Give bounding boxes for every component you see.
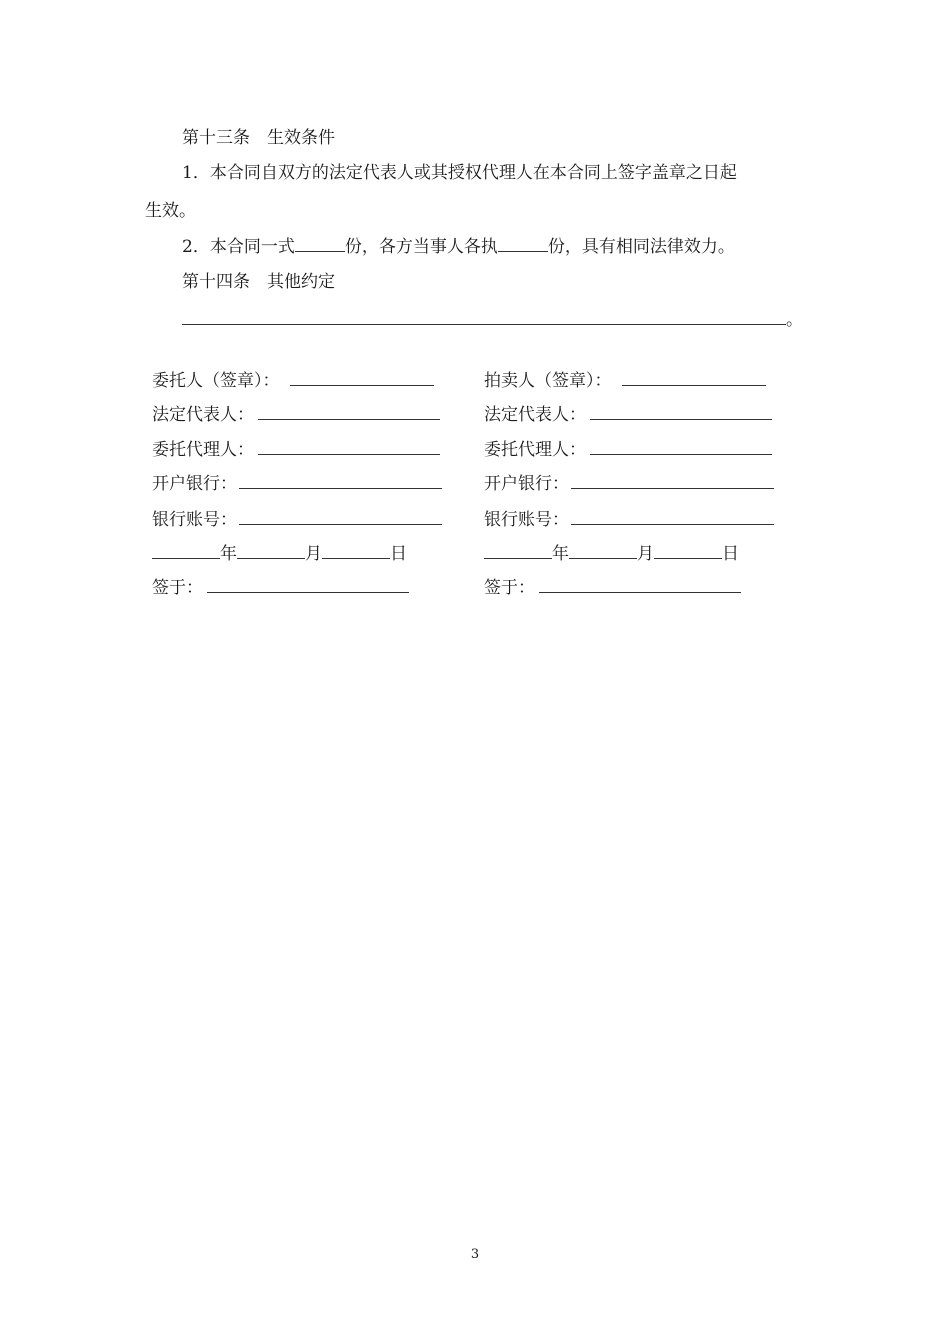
left-signed-at-blank: [207, 575, 409, 593]
left-agent-blank: [258, 437, 440, 455]
left-party-blank: [290, 368, 434, 386]
left-year-blank: [152, 541, 220, 559]
right-agent-blank: [590, 437, 772, 455]
right-day-blank: [654, 541, 722, 559]
right-date-row: [484, 541, 739, 566]
right-account-blank: [571, 507, 774, 525]
right-month-blank: [569, 541, 637, 559]
other-terms-blank: [182, 308, 786, 325]
right-signed-at-label: 签于：: [484, 578, 535, 598]
right-legal-rep-row: [484, 402, 772, 427]
clause-1-line-1: 1．本合同自双方的法定代表人或其授权代理人在本合同上签字盖章之日起: [182, 163, 737, 183]
left-legal-rep-row: [152, 402, 440, 427]
right-party-label: 拍卖人（签章）：: [484, 371, 612, 391]
copies-total-blank: [295, 235, 345, 252]
left-legal-rep-label: 法定代表人：: [152, 405, 254, 425]
right-year-blank: [484, 541, 552, 559]
right-month-label: 月: [637, 544, 654, 564]
left-bank-blank: [239, 471, 442, 489]
right-bank-row: [484, 471, 774, 496]
left-account-blank: [239, 507, 442, 525]
right-signed-at-row: [484, 575, 741, 600]
left-year-label: 年: [220, 544, 237, 564]
left-month-blank: [237, 541, 305, 559]
left-date-row: [152, 541, 407, 566]
left-signed-at-label: 签于：: [152, 578, 203, 598]
page-number: 3: [470, 1247, 480, 1262]
left-party-label: 委托人（签章）：: [152, 371, 280, 391]
article-14-heading: 第十四条 其他约定: [182, 272, 335, 292]
clause-2-text-c: 份，具有相同法律效力。: [547, 237, 735, 257]
article-13-heading: 第十三条 生效条件: [182, 128, 335, 148]
right-agent-row: [484, 437, 772, 462]
left-legal-rep-blank: [258, 402, 440, 420]
right-bank-label: 开户银行：: [484, 474, 569, 494]
other-terms-line: [182, 308, 803, 332]
right-legal-rep-blank: [590, 402, 772, 420]
left-day-label: 日: [390, 544, 407, 564]
right-legal-rep-label: 法定代表人：: [484, 405, 586, 425]
copies-each-blank: [498, 235, 548, 252]
left-month-label: 月: [305, 544, 322, 564]
clause-1-line-2: 生效。: [145, 201, 196, 221]
right-account-row: [484, 507, 774, 532]
right-account-label: 银行账号：: [484, 510, 569, 530]
left-bank-label: 开户银行：: [152, 474, 237, 494]
right-signed-at-blank: [539, 575, 741, 593]
left-signed-at-row: [152, 575, 409, 600]
right-year-label: 年: [552, 544, 569, 564]
left-bank-row: [152, 471, 442, 496]
clause-2-text-a: 2．本合同一式: [182, 237, 295, 257]
other-terms-end-mark: 。: [786, 310, 803, 330]
clause-2-text-b: 份，各方当事人各执: [344, 237, 498, 257]
right-party-blank: [622, 368, 766, 386]
left-account-row: [152, 507, 442, 532]
right-agent-label: 委托代理人：: [484, 440, 586, 460]
clause-2: [182, 235, 735, 259]
right-party-row: [484, 368, 766, 393]
left-agent-row: [152, 437, 440, 462]
right-bank-blank: [571, 471, 774, 489]
left-account-label: 银行账号：: [152, 510, 237, 530]
right-day-label: 日: [722, 544, 739, 564]
left-party-row: [152, 368, 434, 393]
left-day-blank: [322, 541, 390, 559]
left-agent-label: 委托代理人：: [152, 440, 254, 460]
